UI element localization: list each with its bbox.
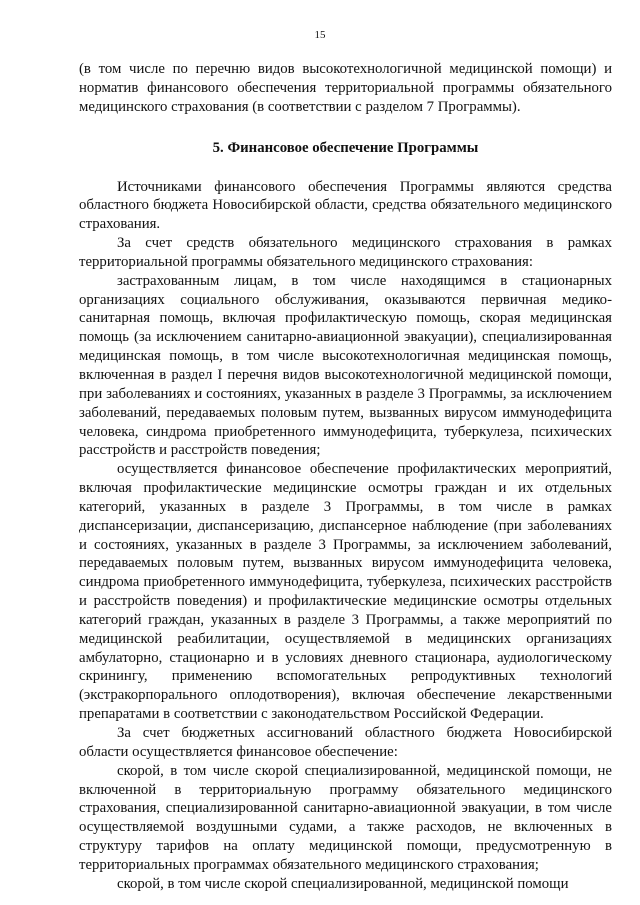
paragraph: Источниками финансового обеспечения Программы являются средства областного бюджета Новосибирской области, средства обязательного медицинского страхования.: [79, 178, 612, 233]
paragraph-continuation: (в том числе по перечню видов высокотехнологичной медицинской помощи) и норматив финансового обеспечения территориальной программы обязательного медицинского страхования (в соответствии с разделом 7 Программы).: [79, 61, 612, 115]
paragraph: скорой, в том числе скорой специализированной, медицинской помощи: [117, 875, 569, 892]
section-title: 5. Финансовое обеспечение Программы: [212, 139, 479, 156]
paragraph: застрахованным лицам, в том числе находящимся в стационарных организациях социального обслуживания, оказываются первичная медико-санитарная помощь, включая профилактическую помощь, скорая медицинская помощь (за исключением санитарно-авиационной эвакуации), специализированная медицинская помощь, в том числе высокотехнологичная медицинская помощь, включенная в раздел I перечня видов высокотехнологичной медицинской помощи, при заболеваниях и состояниях, указанных в разделе 3 Программы, за исключением заболеваний, передаваемых половым путем, вызванных вирусом иммунодефицита человека, синдрома приобретенного иммунодефицита, туберкулеза, психических расстройств и расстройств поведения;: [79, 272, 612, 459]
page-number: 15: [314, 29, 326, 41]
paragraph: За счет средств обязательного медицинского страхования в рамках территориальной программы обязательного медицинского страхования:: [79, 235, 612, 270]
document-body: [79, 60, 612, 894]
paragraph: За счет бюджетных ассигнований областного бюджета Новосибирской области осуществляется финансовое обеспечение:: [79, 725, 612, 760]
paragraph: осуществляется финансовое обеспечение профилактических мероприятий, включая профилактические медицинские осмотры граждан и их отдельных категорий, указанных в разделе 3 Программы, в том числе в рамках диспансеризации, диспансеризацию, диспансерное наблюдение (при заболеваниях и состояниях, указанных в разделе 3 Программы, за исключением заболеваний, передаваемых половым путем, вызванных вирусом иммунодефицита человека, синдрома приобретенного иммунодефицита, туберкулеза, психических расстройств и расстройств поведения) и профилактические медицинские осмотры отдельных категорий граждан, указанных в разделе 3 Программы, а также мероприятий по медицинской реабилитации, осуществляемой в медицинских организациях амбулаторно, стационарно и в условиях дневного стационара, аудиологическому скринингу, применению вспомогательных репродуктивных технологий (экстракорпорального оплодотворения), включая обеспечение лекарственными препаратами в соответствии с законодательством Российской Федерации.: [79, 461, 612, 723]
paragraph: скорой, в том числе скорой специализированной, медицинской помощи, не включенной в территориальную программу обязательного медицинского страхования, специализированной санитарно-авиационной эвакуации, в том числе осуществляемой воздушными судами, а также расходов, не включенных в структуру тарифов на оплату медицинской помощи, предусмотренную в территориальных программах обязательного медицинского страхования;: [79, 762, 612, 873]
